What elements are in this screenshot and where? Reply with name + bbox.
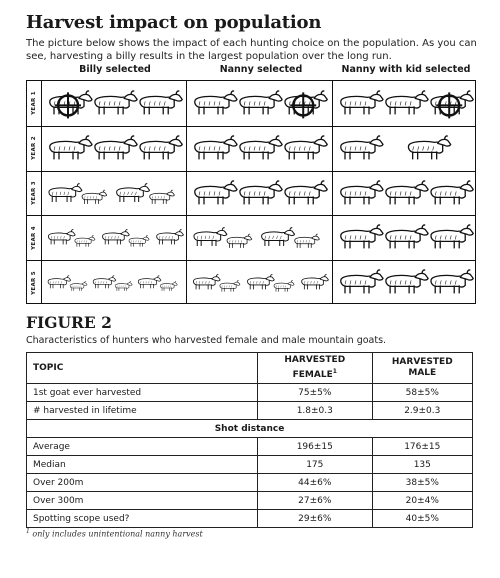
goat-cell <box>188 128 329 169</box>
goat-cell <box>188 83 329 124</box>
cell-topic: Over 200m <box>27 474 258 492</box>
year-label: YEAR 4 <box>31 225 37 250</box>
footnote-text: only includes unintentional nanny harvest <box>32 529 203 539</box>
goat-icon <box>140 91 182 114</box>
goat-icon <box>93 276 116 289</box>
population-illustration <box>26 64 476 306</box>
goat-icon <box>408 136 450 159</box>
column-header-nanny: Nanny selected <box>219 64 303 75</box>
kid-goat-icon <box>274 281 294 292</box>
grid-row-divider <box>27 126 475 127</box>
footnote <box>26 528 203 539</box>
goat-icon <box>386 91 428 114</box>
goat-icon <box>157 230 184 245</box>
kid-goat-icon <box>150 190 175 204</box>
goat-icon <box>240 136 282 159</box>
goat-icon <box>431 181 473 204</box>
goat-cell <box>334 173 475 214</box>
table-row <box>27 474 473 492</box>
header-female <box>258 353 373 384</box>
footnote-marker: 1 <box>26 528 30 535</box>
cell-female: 27±6% <box>258 492 373 510</box>
column-header-nanny-kid: Nanny with kid selected <box>341 64 471 75</box>
grid-column-divider <box>41 81 42 303</box>
cell-topic: 1st goat ever harvested <box>27 384 258 402</box>
goat-icon <box>48 230 75 245</box>
cell-male: 176±15 <box>372 438 472 456</box>
cell-female: 75±5% <box>258 384 373 402</box>
goat-icon <box>386 181 428 204</box>
kid-goat-icon <box>129 236 149 247</box>
cell-male: 40±5% <box>372 510 472 528</box>
goat-icon <box>285 181 327 204</box>
goat-icon <box>138 276 161 289</box>
year-label: YEAR 1 <box>31 91 37 116</box>
goat-icon <box>431 225 473 248</box>
goat-icon <box>340 270 382 293</box>
goat-icon <box>103 230 130 245</box>
column-header-billy: Billy selected <box>79 64 151 75</box>
goat-cell <box>188 262 329 303</box>
cell-female: 29±6% <box>258 510 373 528</box>
goat-cell <box>334 83 475 124</box>
grid-row-divider <box>27 171 475 172</box>
goat-icon <box>49 183 82 201</box>
kid-goat-icon <box>115 282 132 291</box>
page-title: Harvest impact on population <box>26 12 322 33</box>
kid-goat-icon <box>75 236 95 247</box>
cell-topic: Spotting scope used? <box>27 510 258 528</box>
goat-cell <box>334 128 475 169</box>
year-label: YEAR 2 <box>31 136 37 161</box>
goat-icon <box>386 225 428 248</box>
goat-icon <box>340 181 382 204</box>
kid-goat-icon <box>82 190 107 204</box>
kid-goat-icon <box>220 281 240 292</box>
goat-icon <box>95 91 137 114</box>
goat-icon <box>285 91 327 114</box>
intro-paragraph: The picture below shows the impact of each hunting choice on the population. As you can see, harvesting a billy results in the largest population over the long run. <box>26 38 477 62</box>
figure-caption: Characteristics of hunters who harvested female and male mountain goats. <box>26 335 387 346</box>
goat-icon <box>240 181 282 204</box>
goat-icon <box>340 225 382 248</box>
cell-male: 58±5% <box>372 384 472 402</box>
cell-male: 2.9±0.3 <box>372 402 472 420</box>
goat-cell <box>334 262 475 303</box>
kid-goat-icon <box>160 282 177 291</box>
goat-grid <box>26 80 476 304</box>
table-row <box>27 456 473 474</box>
goat-icon <box>194 228 227 246</box>
cell-topic: Average <box>27 438 258 456</box>
cell-male: 135 <box>372 456 472 474</box>
goat-icon <box>302 275 329 290</box>
cell-female: 175 <box>258 456 373 474</box>
cell-topic: # harvested in lifetime <box>27 402 258 420</box>
table-header-row <box>27 353 473 384</box>
hunter-characteristics-table <box>26 352 473 528</box>
goat-icon <box>340 136 382 159</box>
kid-goat-icon <box>70 282 87 291</box>
goat-cell <box>43 128 184 169</box>
cell-female: 1.8±0.3 <box>258 402 373 420</box>
header-female-label: HARVESTED FEMALE <box>284 355 346 380</box>
cell-topic: Over 300m <box>27 492 258 510</box>
kid-goat-icon <box>227 235 252 249</box>
kid-goat-icon <box>295 235 320 249</box>
goat-icon <box>340 91 382 114</box>
goat-icon <box>140 136 182 159</box>
goat-icon <box>117 183 150 201</box>
cell-female: 196±15 <box>258 438 373 456</box>
goat-icon <box>285 136 327 159</box>
table-section-row <box>27 420 473 438</box>
goat-icon <box>240 91 282 114</box>
table-row <box>27 402 473 420</box>
grid-column-divider <box>332 81 333 303</box>
goat-cell <box>188 173 329 214</box>
table-row <box>27 510 473 528</box>
goat-icon <box>431 91 473 114</box>
cell-topic: Median <box>27 456 258 474</box>
figure-title: FIGURE 2 <box>26 313 112 332</box>
goat-icon <box>195 136 237 159</box>
goat-icon <box>50 91 92 114</box>
goat-icon <box>50 136 92 159</box>
goat-cell <box>188 217 329 258</box>
table-row <box>27 492 473 510</box>
header-male: HARVESTED MALE <box>372 353 472 384</box>
cell-male: 38±5% <box>372 474 472 492</box>
table-row <box>27 384 473 402</box>
grid-row-divider <box>27 215 475 216</box>
goat-icon <box>195 91 237 114</box>
goat-cell <box>43 173 184 214</box>
goat-icon <box>386 270 428 293</box>
goat-cell <box>43 217 184 258</box>
table-row <box>27 438 473 456</box>
cell-male: 20±4% <box>372 492 472 510</box>
year-label: YEAR 3 <box>31 181 37 205</box>
section-label: Shot distance <box>27 420 473 438</box>
goat-icon <box>194 275 221 290</box>
header-topic: TOPIC <box>27 353 258 384</box>
grid-column-divider <box>186 81 187 303</box>
goat-icon <box>262 228 295 246</box>
goat-icon <box>248 275 275 290</box>
goat-cell <box>43 83 184 124</box>
goat-cell <box>334 217 475 258</box>
goat-cell <box>43 262 184 303</box>
footnote-marker: 1 <box>332 368 337 375</box>
cell-female: 44±6% <box>258 474 373 492</box>
year-label: YEAR 5 <box>31 270 37 295</box>
grid-row-divider <box>27 260 475 261</box>
goat-icon <box>48 276 71 289</box>
goat-icon <box>195 181 237 204</box>
goat-icon <box>431 270 473 293</box>
goat-icon <box>95 136 137 159</box>
